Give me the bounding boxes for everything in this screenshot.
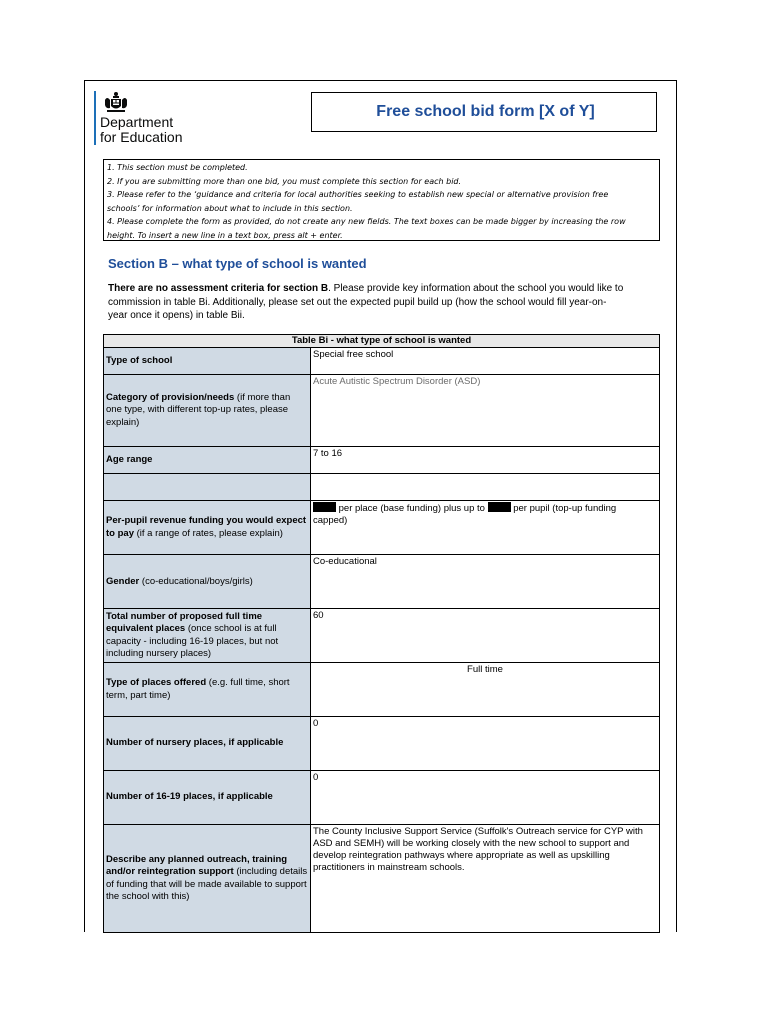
- label-gender-rest: (co-educational/boys/girls): [139, 575, 253, 587]
- field-funding[interactable]: [311, 500, 660, 555]
- field-age-range[interactable]: 7 to 16: [311, 446, 660, 474]
- label-gender-bold: Gender: [106, 575, 140, 587]
- label-funding-rest: (if a range of rates, please explain): [133, 527, 283, 539]
- redaction-topup-amount: [488, 502, 511, 512]
- page-border-left: [84, 80, 85, 932]
- field-places-offered[interactable]: Full time: [311, 662, 660, 717]
- funding-text-2: per pupil (top-up funding: [510, 503, 617, 514]
- row-type-of-school: [103, 347, 660, 375]
- royal-crest-icon: [103, 91, 129, 113]
- form-title: Free school bid form [X of Y]: [376, 103, 595, 120]
- label-total-places-bold: Total number of proposed full time equivalent places: [106, 610, 263, 634]
- label-category: [103, 374, 311, 447]
- field-gender[interactable]: Co-educational: [311, 554, 660, 609]
- label-outreach-rest: (including details of funding that will be made available to support the school with this): [106, 866, 308, 902]
- row-total-places: [103, 608, 660, 663]
- note-line-3: 3. Please refer to the ‘guidance and criteria for local authorities seeking to establish new special or alternative provision free: [107, 190, 609, 199]
- field-outreach[interactable]: The County Inclusive Support Service (Suffolk's Outreach service for CYP with ASD and SEMH) will be working closely with the new school to support and develop reintegration pathways where appropriate as well as upskilling practitioners in mainstream schools.: [311, 824, 660, 933]
- form-title-box: [311, 92, 657, 132]
- department-name: [100, 115, 183, 145]
- redaction-base-amount: [313, 502, 336, 512]
- label-type-of-school: Type of school: [103, 347, 311, 375]
- label-gender: [103, 554, 311, 609]
- department-logo: [94, 91, 204, 149]
- table-title: Table Bi - what type of school is wanted: [103, 334, 660, 348]
- funding-text-1: per place (base funding) plus up to: [336, 503, 488, 514]
- label-age-range: Age range: [103, 446, 311, 474]
- section-intro: [108, 282, 656, 323]
- note-line-1: 1. This section must be completed.: [107, 163, 248, 172]
- label-total-places-rest: (once school is at full capacity - including 16-19 places, but not including nursery places): [106, 623, 279, 659]
- intro-bold: There are no assessment criteria for section B: [108, 283, 329, 294]
- field-type-of-school[interactable]: Special free school: [311, 347, 660, 375]
- label-places-offered: [103, 662, 311, 717]
- row-category: [103, 374, 660, 447]
- row-blank: [103, 473, 660, 501]
- label-total-places: [103, 608, 311, 663]
- label-blank: [103, 473, 311, 501]
- label-places-offered-bold: Type of places offered: [106, 677, 207, 688]
- field-total-places[interactable]: 60: [311, 608, 660, 663]
- label-category-bold: Category of provision/needs: [106, 391, 235, 403]
- label-places-offered-rest: (e.g. full time, short term, part time): [106, 677, 290, 701]
- section-heading: Section B – what type of school is wanted: [108, 256, 367, 271]
- logo-bar: [94, 91, 96, 145]
- row-places-offered: [103, 662, 660, 717]
- field-category[interactable]: Acute Autistic Spectrum Disorder (ASD): [311, 374, 660, 447]
- intro-line-2: commission in table Bi. Additionally, please set out the expected pupil build up (how the school would fill year-on-: [108, 296, 607, 308]
- label-16-19: Number of 16-19 places, if applicable: [103, 770, 311, 825]
- intro-rest: . Please provide key information about the school you would like to: [328, 283, 624, 294]
- field-16-19[interactable]: 0: [311, 770, 660, 825]
- page-border-top: [84, 80, 677, 81]
- label-nursery: Number of nursery places, if applicable: [103, 716, 311, 771]
- label-category-rest: (if more than one type, with different top-up rates, please explain): [106, 391, 291, 428]
- field-blank[interactable]: [311, 473, 660, 501]
- instructions-box: [103, 159, 660, 241]
- label-outreach: [103, 824, 311, 933]
- page-border-right: [676, 80, 677, 932]
- funding-text-3: capped): [313, 515, 348, 526]
- label-outreach-bold: Describe any planned outreach, training and/or reintegration support: [106, 853, 288, 877]
- row-16-19: [103, 770, 660, 825]
- row-gender: [103, 554, 660, 609]
- label-funding-bold: Per-pupil revenue funding you would expect to pay: [106, 515, 307, 539]
- department-line2: for Education: [100, 129, 183, 145]
- row-age-range: [103, 446, 660, 474]
- row-nursery: [103, 716, 660, 771]
- row-funding: [103, 500, 660, 555]
- intro-line-3: year once it opens) in table Bii.: [108, 310, 245, 321]
- field-nursery[interactable]: 0: [311, 716, 660, 771]
- note-line-5: 4. Please complete the form as provided, do not create any new fields. The text boxes can be made bigger by increasing the row: [107, 217, 626, 226]
- note-line-4: schools’ for information about what to include in this section.: [107, 203, 353, 213]
- row-outreach: [103, 824, 660, 933]
- label-funding: [103, 500, 311, 555]
- note-line-6: height. To insert a new line in a text box, press alt + enter.: [107, 230, 343, 240]
- department-line1: Department: [100, 114, 174, 130]
- note-line-2: 2. If you are submitting more than one bid, you must complete this section for each bid.: [107, 176, 462, 186]
